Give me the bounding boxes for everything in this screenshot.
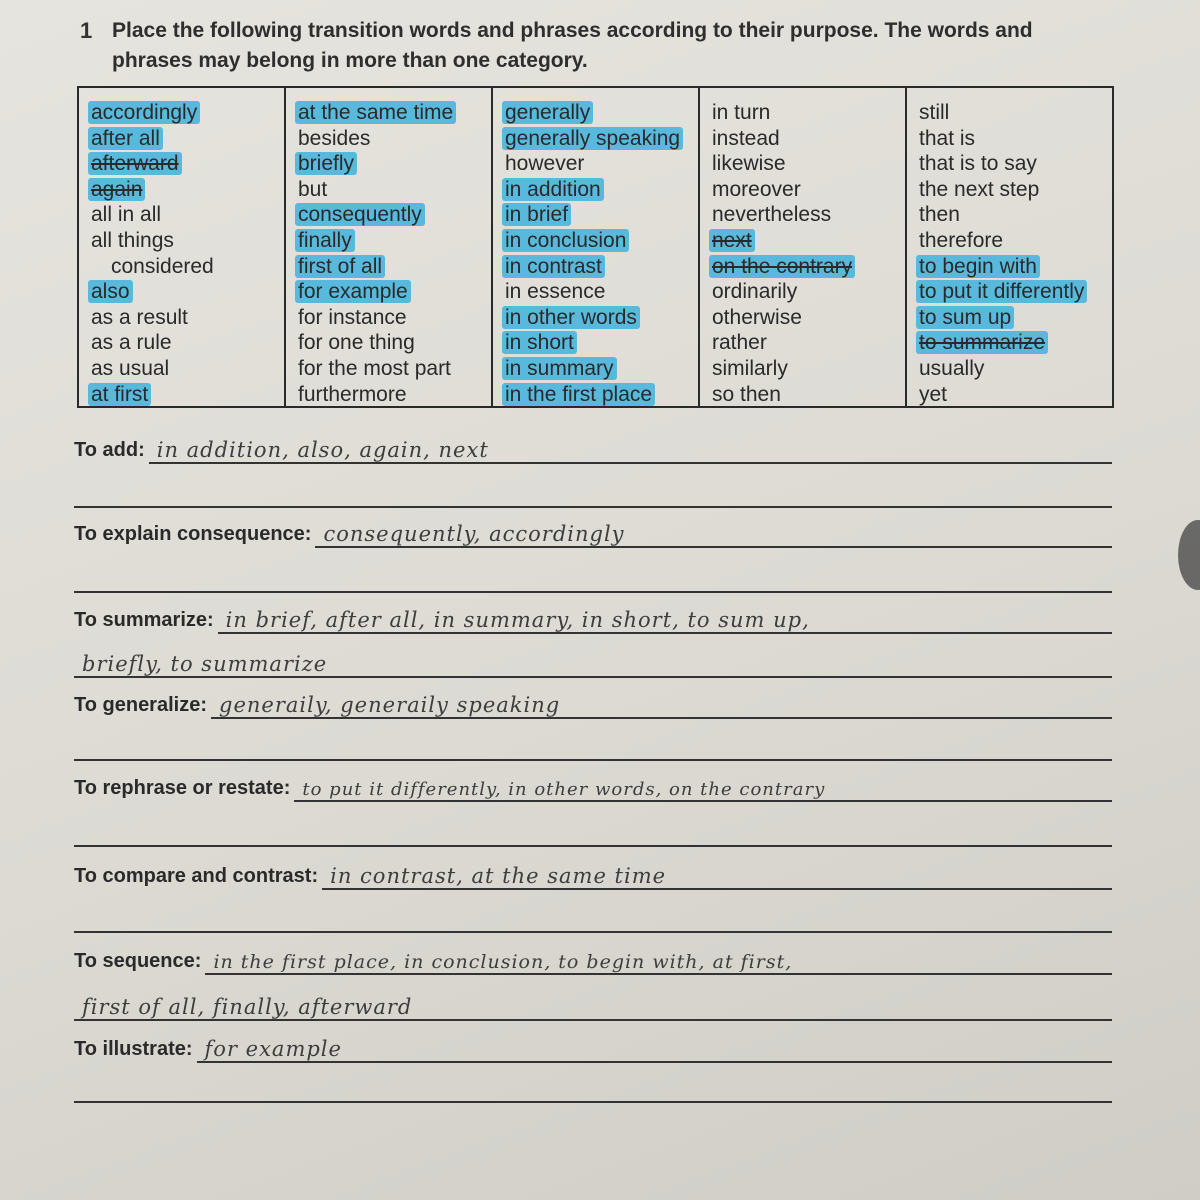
word-text: in turn — [712, 101, 771, 124]
table-column — [700, 88, 907, 406]
word-text: on the contrary — [709, 255, 855, 278]
word-text: moreover — [712, 177, 801, 201]
blank-answer-line — [74, 506, 1112, 508]
word-entry — [91, 356, 284, 382]
answer-add — [74, 438, 1112, 464]
transition-words-table — [77, 86, 1114, 408]
answer-consequence — [74, 522, 1112, 548]
word-text: consequently — [295, 203, 425, 226]
word-entry — [919, 151, 1112, 177]
word-text: as usual — [91, 356, 170, 380]
word-text: again — [88, 178, 145, 201]
word-text: ordinarily — [712, 280, 798, 304]
word-entry — [712, 228, 905, 254]
question-number: 1 — [80, 18, 93, 43]
answer-handwriting[interactable]: to put it differently, in other words, on the contrary — [294, 779, 1112, 802]
blank-answer-line — [74, 931, 1112, 933]
answer-handwriting[interactable]: consequently, accordingly — [315, 522, 1112, 548]
word-text: considered — [111, 254, 214, 278]
word-text: otherwise — [712, 305, 802, 329]
word-entry — [919, 177, 1112, 203]
word-entry — [298, 100, 491, 126]
word-entry — [712, 305, 905, 331]
answer-label: To add: — [74, 439, 145, 461]
table-column — [493, 88, 700, 406]
word-text: to summarize — [916, 331, 1048, 354]
word-entry — [298, 382, 491, 408]
word-text: after all — [88, 127, 163, 150]
word-text: besides — [298, 126, 371, 150]
answer-generalize — [74, 693, 1112, 719]
answer-label: To rephrase or restate: — [74, 777, 291, 799]
word-entry — [505, 100, 698, 126]
blank-answer-line — [74, 591, 1112, 593]
word-entry — [298, 356, 491, 382]
question-instructions: Place the following transition words and phrases according to their purpose. The words and phrases may belong in more than one category. — [112, 19, 1033, 72]
word-entry — [91, 126, 284, 152]
word-text: as a result — [91, 305, 188, 329]
word-text: to begin with — [916, 255, 1040, 278]
word-text: as a rule — [91, 331, 172, 355]
word-entry — [919, 126, 1112, 152]
answer-label: To compare and contrast: — [74, 865, 319, 887]
word-entry — [919, 356, 1112, 382]
word-text: yet — [919, 382, 948, 406]
word-text: that is — [919, 126, 976, 150]
word-text: in summary — [502, 357, 617, 380]
answer-summarize — [74, 608, 1112, 634]
word-text: to sum up — [916, 306, 1014, 329]
word-text: briefly — [295, 152, 357, 175]
word-text: but — [298, 177, 328, 201]
word-entry — [91, 254, 284, 280]
word-entry — [505, 356, 698, 382]
word-entry — [298, 305, 491, 331]
word-entry — [298, 330, 491, 356]
word-text: all in all — [91, 203, 162, 227]
table-column — [286, 88, 493, 406]
word-text: at first — [88, 383, 151, 406]
word-text: furthermore — [298, 382, 407, 406]
word-text: however — [505, 152, 585, 176]
answer-handwriting[interactable]: first of all, finally, afterward — [74, 995, 1112, 1021]
word-text: at the same time — [295, 101, 456, 124]
word-text: all things — [91, 228, 174, 252]
word-entry — [919, 305, 1112, 331]
word-entry — [712, 100, 905, 126]
word-entry — [91, 279, 284, 305]
word-text: similarly — [712, 356, 788, 380]
word-entry — [505, 305, 698, 331]
word-entry — [298, 228, 491, 254]
word-entry — [91, 382, 284, 408]
answer-label: To generalize: — [74, 694, 207, 716]
answer-handwriting[interactable]: in the first place, in conclusion, to begin with, at first, — [205, 951, 1112, 975]
word-text: in short — [502, 331, 577, 354]
word-text: also — [88, 280, 133, 303]
word-entry — [919, 330, 1112, 356]
word-text: generally speaking — [502, 127, 683, 150]
word-text: afterward — [88, 152, 182, 175]
word-entry — [919, 100, 1112, 126]
word-entry — [712, 151, 905, 177]
word-entry — [91, 100, 284, 126]
answer-sequence — [74, 950, 1112, 975]
word-text: next — [709, 229, 755, 252]
answer-compare-contrast — [74, 864, 1112, 890]
word-text: for one thing — [298, 331, 415, 355]
word-text: that is to say — [919, 152, 1037, 176]
word-text: in essence — [505, 280, 606, 304]
word-entry — [505, 151, 698, 177]
word-entry — [298, 279, 491, 305]
answer-rephrase — [74, 777, 1112, 802]
word-entry — [505, 228, 698, 254]
answer-handwriting[interactable]: generaily, generaily speaking — [211, 693, 1112, 719]
word-entry — [91, 228, 284, 254]
answer-handwriting[interactable]: in contrast, at the same time — [322, 864, 1112, 890]
word-text: likewise — [712, 152, 786, 176]
binder-ring-shadow — [1178, 520, 1200, 590]
word-text: in brief — [502, 203, 571, 226]
word-entry — [505, 382, 698, 408]
word-entry — [298, 126, 491, 152]
word-entry — [919, 254, 1112, 280]
word-entry — [505, 279, 698, 305]
word-entry — [298, 254, 491, 280]
word-text: generally — [502, 101, 593, 124]
word-entry — [919, 202, 1112, 228]
word-text: for example — [295, 280, 411, 303]
answer-sequence-continued — [74, 995, 1112, 1021]
answer-handwriting[interactable]: in addition, also, again, next — [149, 438, 1112, 464]
word-entry — [91, 305, 284, 331]
answer-summarize-continued — [74, 652, 1112, 678]
word-entry — [712, 126, 905, 152]
word-entry — [505, 330, 698, 356]
word-text: in other words — [502, 306, 640, 329]
word-entry — [712, 177, 905, 203]
word-entry — [919, 228, 1112, 254]
word-entry — [712, 279, 905, 305]
word-text: in contrast — [502, 255, 605, 278]
word-entry — [505, 177, 698, 203]
word-entry — [298, 202, 491, 228]
answer-handwriting[interactable]: for example — [197, 1037, 1112, 1063]
word-entry — [505, 254, 698, 280]
word-text: in conclusion — [502, 229, 629, 252]
word-entry — [712, 202, 905, 228]
word-text: the next step — [919, 177, 1040, 201]
word-entry — [712, 382, 905, 408]
word-text: for instance — [298, 305, 407, 329]
blank-answer-line — [74, 759, 1112, 761]
word-text: to put it differently — [916, 280, 1087, 303]
blank-answer-line — [74, 845, 1112, 847]
table-column — [79, 88, 286, 406]
word-text: accordingly — [88, 101, 200, 124]
word-text: in addition — [502, 178, 604, 201]
answer-handwriting[interactable]: in brief, after all, in summary, in short, to sum up, — [218, 608, 1112, 634]
word-entry — [91, 151, 284, 177]
answer-label: To explain consequence: — [74, 523, 312, 545]
word-text: still — [919, 101, 950, 124]
word-entry — [712, 254, 905, 280]
word-entry — [298, 177, 491, 203]
word-entry — [91, 202, 284, 228]
word-text: rather — [712, 331, 767, 355]
word-text: usually — [919, 356, 985, 380]
word-entry — [505, 202, 698, 228]
word-text: finally — [295, 229, 355, 252]
word-text: then — [919, 203, 960, 227]
word-text: in the first place — [502, 383, 655, 406]
word-text: nevertheless — [712, 203, 832, 227]
word-entry — [919, 382, 1112, 408]
word-entry — [712, 356, 905, 382]
answer-handwriting[interactable]: briefly, to summarize — [74, 652, 1112, 678]
answer-label: To summarize: — [74, 609, 214, 631]
word-text: for the most part — [298, 356, 451, 380]
word-text: therefore — [919, 228, 1004, 252]
word-entry — [91, 177, 284, 203]
word-entry — [505, 126, 698, 152]
word-entry — [91, 330, 284, 356]
word-text: instead — [712, 126, 780, 150]
word-text: so then — [712, 382, 781, 406]
answer-label: To sequence: — [74, 950, 202, 972]
word-entry — [298, 151, 491, 177]
word-entry — [919, 279, 1112, 305]
answer-illustrate — [74, 1037, 1112, 1063]
word-text: first of all — [295, 255, 385, 278]
word-entry — [712, 330, 905, 356]
table-column — [907, 88, 1112, 406]
blank-answer-line — [74, 1101, 1112, 1103]
answer-label: To illustrate: — [74, 1038, 193, 1060]
